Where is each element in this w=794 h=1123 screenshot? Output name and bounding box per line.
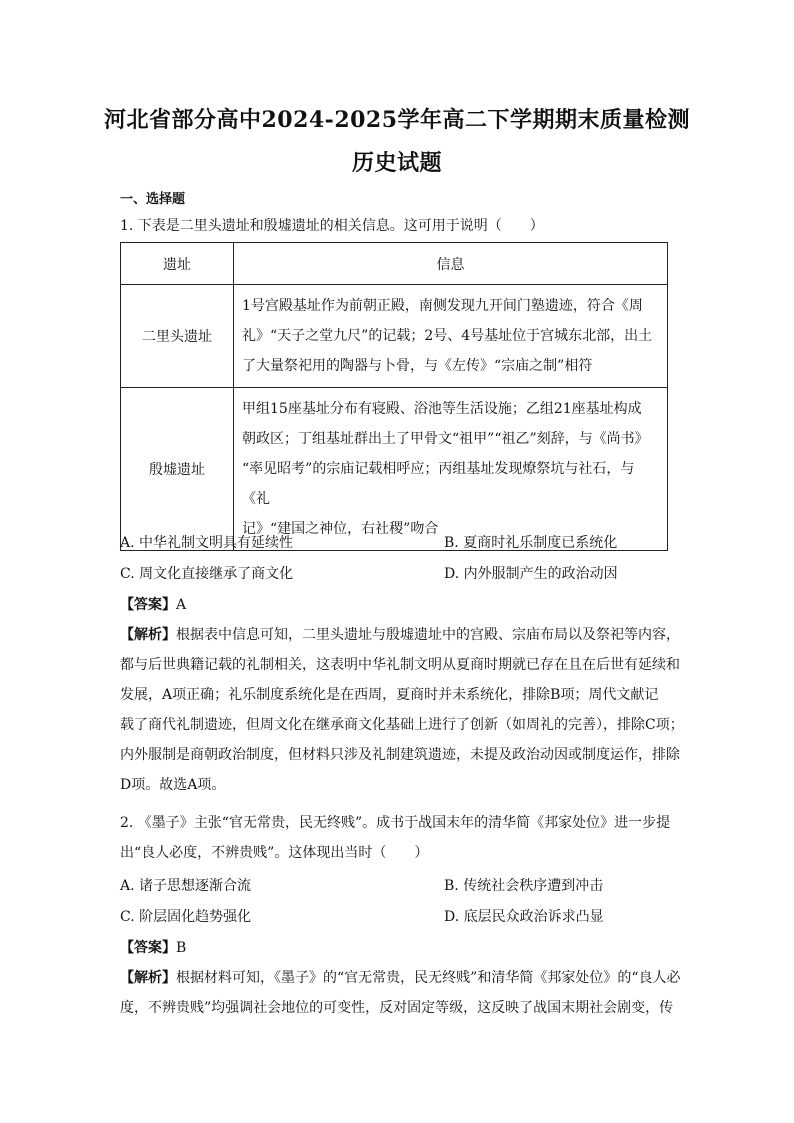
- info-line: 1号宫殿基址作为前朝正殿，南侧发现九开间门塾遗迹，符合《周: [242, 298, 643, 314]
- table-header-row: [121, 243, 668, 285]
- q1-option-a: A. 中华礼制文明具有延续性: [120, 535, 294, 551]
- q1-option-c: C. 周文化直接继承了商文化: [120, 566, 294, 582]
- stem-line: 出“良人必度，不辨贵贱”。这体现出当时（ ）: [120, 845, 429, 861]
- answer-value: A: [176, 597, 187, 613]
- analysis-line: 根据表中信息可知，二里头遗址与殷墟遗址中的宫殿、宗庙布局以及祭祀等内容，: [176, 627, 680, 643]
- info-line: “率见昭考”的宗庙记载相呼应；丙组基址发现燎祭坑与社石，与《礼: [242, 461, 635, 507]
- site-name: 殷墟遗址: [121, 388, 234, 551]
- exam-subtitle: 历史试题: [351, 150, 442, 176]
- analysis-line: 根据材料可知，《墨子》的“官无常贵，民无终贱”和清华简《邦家处位》的“良人必: [176, 970, 681, 986]
- question-2-stem: [120, 808, 676, 868]
- q2-option-b: B. 传统社会秩序遭到冲击: [444, 878, 604, 894]
- site-info: [234, 285, 668, 388]
- q2-answer: [120, 937, 186, 957]
- stem-line: 2. 《墨子》主张“官无常贵，民无终贱”。成书于战国末年的清华简《邦家处位》进一步提: [120, 815, 671, 831]
- question-1-stem: 1. 下表是二里头遗址和殷墟遗址的相关信息。这可用于说明（ ）: [120, 218, 544, 234]
- site-info: [234, 388, 668, 551]
- header-info: 信息: [234, 243, 668, 285]
- q1-answer: [120, 594, 186, 614]
- q1-analysis: [120, 620, 684, 800]
- q1-option-d: D. 内外服制产生的政治动因: [444, 566, 618, 582]
- answer-label: 【答案】: [120, 940, 176, 956]
- q2-option-d: D. 底层民众政治诉求凸显: [444, 909, 604, 925]
- q2-analysis: [120, 963, 681, 1023]
- analysis-line: 度，不辨贵贱”均强调社会地位的可变性，反对固定等级，这反映了战国末期社会剧变，传: [120, 1000, 674, 1016]
- answer-value: B: [176, 940, 187, 956]
- answer-label: 【答案】: [120, 597, 176, 613]
- info-line: 记》“建国之神位，右社稷”吻合: [242, 521, 439, 537]
- analysis-label: 【解析】: [120, 627, 176, 643]
- analysis-line: 载了商代礼制遗迹，但周文化在继承商文化基础上进行了创新（如周礼的完善），排除C项；: [120, 717, 684, 733]
- exam-title: 河北省部分高中2024-2025学年高二下学期期末质量检测: [103, 107, 691, 133]
- section-heading: 一、选择题: [120, 192, 186, 207]
- info-line: 朝政区；丁组基址群出土了甲骨文“祖甲”“祖乙”刻辞，与《尚书》: [242, 431, 649, 447]
- info-line: 甲组15座基址分布有寝殿、浴池等生活设施；乙组21座基址构成: [242, 401, 642, 417]
- q2-option-c: C. 阶层固化趋势强化: [120, 909, 252, 925]
- q2-option-a: A. 诸子思想逐渐合流: [120, 878, 252, 894]
- info-line: 礼》“天子之堂九尺”的记载；2号、4号基址位于宫城东北部，出土: [242, 328, 653, 344]
- analysis-label: 【解析】: [120, 970, 176, 986]
- q1-option-b: B. 夏商时礼乐制度已系统化: [444, 535, 618, 551]
- header-site: 遗址: [121, 243, 234, 285]
- table-row: [121, 388, 668, 551]
- site-name: 二里头遗址: [121, 285, 234, 388]
- analysis-line: D项。故选A项。: [120, 777, 226, 793]
- analysis-line: 发展，A项正确；礼乐制度系统化是在西周，夏商时并未系统化，排除B项；周代文献记: [120, 687, 659, 703]
- info-line: 了大量祭祀用的陶器与卜骨，与《左传》“宗庙之制”相符: [242, 358, 593, 374]
- analysis-line: 内外服制是商朝政治制度，但材料只涉及礼制建筑遗迹，未提及政治动因或制度运作，排除: [120, 747, 680, 763]
- analysis-line: 都与后世典籍记载的礼制相关，这表明中华礼制文明从夏商时期就已存在且在后世有延续和: [120, 657, 680, 673]
- table-row: [121, 285, 668, 388]
- site-info-table: [120, 242, 668, 551]
